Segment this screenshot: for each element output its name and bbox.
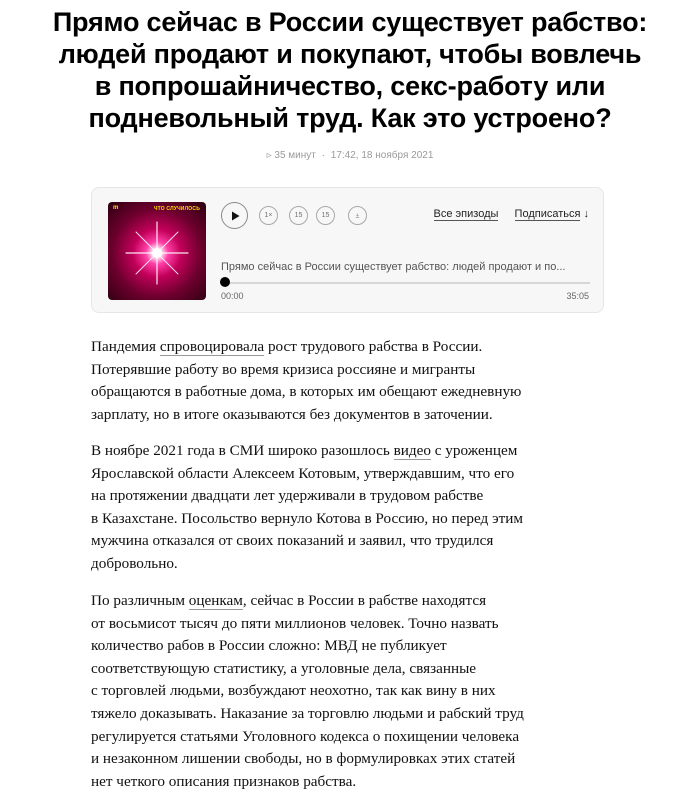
rewind-15-button[interactable]	[289, 206, 308, 225]
current-time: 00:00	[221, 291, 244, 301]
paragraph-line: регулируется статьями Уголовного кодекса о похищении человека	[91, 727, 520, 745]
episode-title: Прямо сейчас в России существует рабство: людей продают и по...	[221, 261, 566, 273]
article-meta	[0, 150, 700, 161]
rewind-15-label: 15	[294, 212, 303, 219]
headline-line: людей продают и покупают, чтобы вовлечь	[58, 39, 642, 69]
play-icon	[229, 210, 241, 222]
paragraph-line: мужчина отказался от своих показаний и заявил, что трудился	[91, 532, 494, 550]
article-headline	[10, 6, 690, 134]
paragraph-line: соответствующую статистику, а уголовные дела, связанные	[91, 659, 477, 677]
paragraph-line: нет четкого описания признаков рабства.	[91, 772, 357, 790]
publish-datetime: 17:42, 18 ноября 2021	[330, 150, 434, 161]
paragraph-line: тяжело доказывать. Наказание за торговлю людьми и рабский труд	[91, 704, 524, 722]
speed-button[interactable]: 1×	[259, 206, 278, 225]
paragraph-line: количество рабов в России сложно: МВД не публикует	[91, 637, 447, 655]
article-paragraph	[91, 590, 591, 793]
brand-logo: m	[113, 205, 119, 211]
play-button[interactable]	[221, 202, 248, 229]
inline-link[interactable]: спровоцировала	[159, 338, 265, 355]
show-name: ЧТО СЛУЧИЛОСЬ	[153, 206, 200, 212]
podcast-cover[interactable]	[108, 202, 206, 300]
paragraph-line: обращаются в работные дома, в которых им обещают ежедневную	[91, 383, 522, 401]
meta-separator: ·	[321, 150, 325, 161]
text-fragment: Пандемия	[91, 338, 160, 355]
text-fragment: рост трудового рабства в России.	[264, 338, 483, 355]
text-fragment: В ноябре 2021 года в СМИ широко разошлось	[91, 442, 394, 459]
paragraph-line: на протяжении двадцати лет удерживали в трудовом рабстве	[91, 487, 484, 505]
forward-15-label: 15	[321, 212, 330, 219]
headline-line: подневольный труд. Как это устроено?	[88, 103, 612, 133]
all-episodes-link[interactable]: Все эпизоды	[433, 208, 499, 220]
paragraph-line: и незаконном лишении свободы, но в формулировках этих статей	[91, 750, 516, 768]
paragraph-line	[91, 440, 591, 463]
subscribe-arrow-icon: ↓	[583, 208, 589, 220]
paragraph-line: от восьмисот тысяч до пяти миллионов человек. Точно назвать	[91, 614, 499, 632]
audio-duration: 35 минут	[274, 150, 316, 161]
paragraph-line	[91, 336, 591, 359]
paragraph-line: Ярославской области Алексеем Котовым, утверждавшим, что его	[91, 464, 515, 482]
paragraph-line	[91, 590, 591, 613]
player-links	[434, 208, 589, 220]
download-button[interactable]	[348, 206, 367, 225]
starburst-graphic	[108, 202, 206, 300]
play-triangle-icon: ▹	[266, 150, 272, 161]
total-time: 35:05	[566, 291, 589, 301]
paragraph-line: добровольно.	[91, 554, 178, 572]
text-fragment: с уроженцем	[430, 442, 518, 459]
text-fragment: , сейчас в России в рабстве находятся	[242, 592, 487, 609]
headline-line: в попрошайничество, секс-работу или	[94, 71, 606, 101]
paragraph-line: Потерявшие работу во время кризиса россияне и мигранты	[91, 360, 476, 378]
podcast-player	[91, 187, 604, 313]
article-paragraph	[91, 336, 591, 426]
forward-15-button[interactable]	[316, 206, 335, 225]
inline-link[interactable]: видео	[393, 442, 431, 459]
progress-track[interactable]	[223, 282, 590, 284]
download-icon	[355, 211, 360, 220]
paragraph-line: зарплату, но в итоге оказываются без документов в заточении.	[91, 405, 493, 423]
article-paragraph	[91, 440, 591, 576]
text-fragment: По различным	[91, 592, 189, 609]
paragraph-line: в Казахстане. Посольство вернуло Котова в Россию, но перед этим	[91, 509, 523, 527]
paragraph-line: с торговлей людьми, возбуждают неохотно, так как вину в них	[91, 682, 496, 700]
headline-line: Прямо сейчас в России существует рабство:	[52, 7, 648, 37]
subscribe-link[interactable]: Подписаться	[514, 208, 581, 220]
inline-link[interactable]: оценкам	[188, 592, 243, 609]
progress-handle[interactable]	[220, 277, 230, 287]
